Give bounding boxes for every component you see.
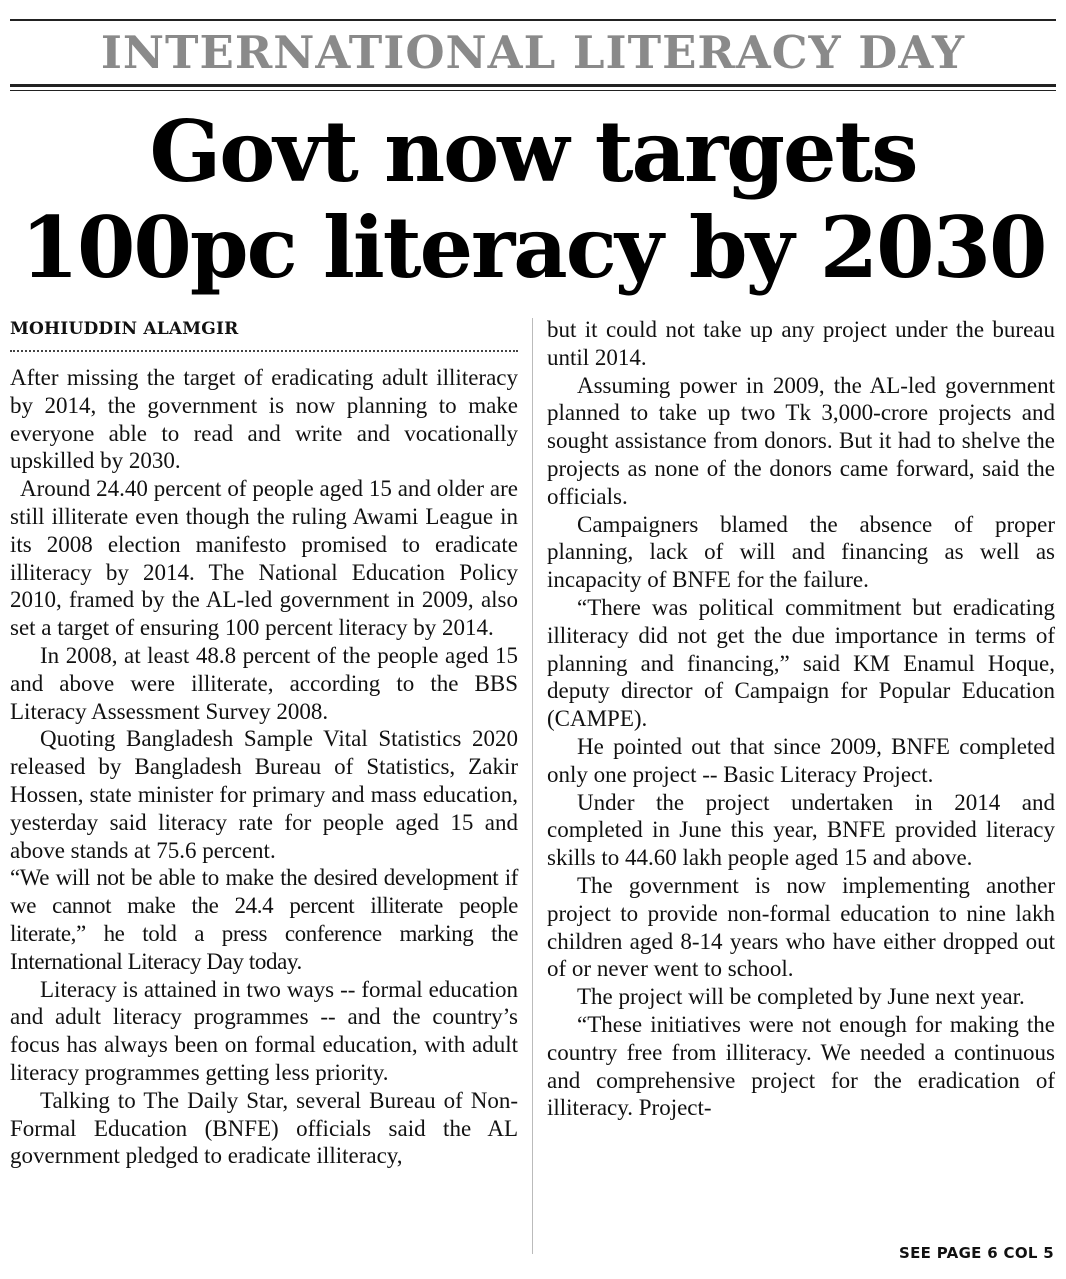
paragraph: Under the project undertaken in 2014 and completed in June this year, BNFE provided literacy skills to 44.60 lakh people aged 15 and above. (547, 789, 1055, 871)
paragraph: Campaigners blamed the absence of proper planning, lack of will and financing as well as incapacity of BNFE for the failure. (547, 511, 1055, 593)
paragraph: Talking to The Daily Star, several Bureau of Non-Formal Education (BNFE) officials said the AL government pledged to eradicate illiteracy, (10, 1087, 518, 1169)
paragraph: “We will not be able to make the desired development if we cannot make the 24.4 percent illiterate people literate,” he told a press conference marking the International Literacy Day today. (10, 865, 518, 974)
byline: MOHIUDDIN ALAMGIR (10, 316, 518, 352)
section-kicker: INTERNATIONAL LITERACY DAY (100, 26, 966, 79)
paragraph: Literacy is attained in two ways -- formal education and adult literacy programmes -- and the country’s focus has always been on formal education, with adult literacy programmes getting less priority. (10, 976, 518, 1085)
headline (10, 104, 1056, 296)
paragraph: Quoting Bangladesh Sample Vital Statistics 2020 released by Bangladesh Bureau of Statistics, Zakir Hossen, state minister for primary and mass education, yesterday said literacy rate for people aged 15 and above stands at 75.6 percent. (10, 726, 518, 863)
paragraph: In 2008, at least 48.8 percent of the people aged 15 and above were illiterate, according to the BBS Literacy Assessment Survey 2008. (10, 642, 518, 724)
article-column-right (547, 316, 1055, 1122)
paragraph: The government is now implementing another project to provide non-formal education to nine lakh children aged 8-14 years who have either dropped out of or never went to school. (547, 872, 1055, 982)
paragraph: He pointed out that since 2009, BNFE completed only one project -- Basic Literacy Project. (547, 733, 1055, 787)
paragraph: Around 24.40 percent of people aged 15 and older are still illiterate even though the ruling Awami League in its 2008 election manifesto promised to eradicate illiteracy by 2014. The National Education Policy 2010, framed by the AL-led government in 2009, also set a target of ensuring 100 percent literacy by 2014. (10, 476, 518, 641)
paragraph: After missing the target of eradicating adult illiteracy by 2014, the government is now planning to make everyone able to read and write and vocationally upskilled by 2030. (10, 365, 518, 474)
paragraph: The project will be completed by June next year. (577, 984, 1025, 1010)
continued-jump-line: SEE PAGE 6 COL 5 (899, 1244, 1054, 1262)
paragraph: “These initiatives were not enough for making the country free from illiteracy. We needed a continuous and comprehensive project for the eradication of illiteracy. Project- (547, 1011, 1055, 1121)
paragraph: Assuming power in 2009, the AL-led government planned to take up two Tk 3,000-crore projects and sought assistance from donors. But it had to shelve the projects as none of the donors came forward, said the officials. (547, 372, 1055, 509)
kicker-rule-thin (10, 90, 1056, 91)
headline-line-1: Govt now targets (149, 102, 917, 201)
paragraph: but it could not take up any project under the bureau until 2014. (547, 317, 1055, 370)
paragraph: “There was political commitment but eradicating illiteracy did not get the due importance in terms of planning and financing,” said KM Enamul Hoque, deputy director of Campaign for Popular Education (CAMPE). (547, 594, 1055, 732)
kicker-rule-thick (10, 84, 1056, 87)
column-divider (532, 318, 533, 1254)
headline-line-2: 100pc literacy by 2030 (20, 198, 1046, 297)
article-column-left (10, 316, 518, 1170)
top-rule (10, 19, 1056, 21)
